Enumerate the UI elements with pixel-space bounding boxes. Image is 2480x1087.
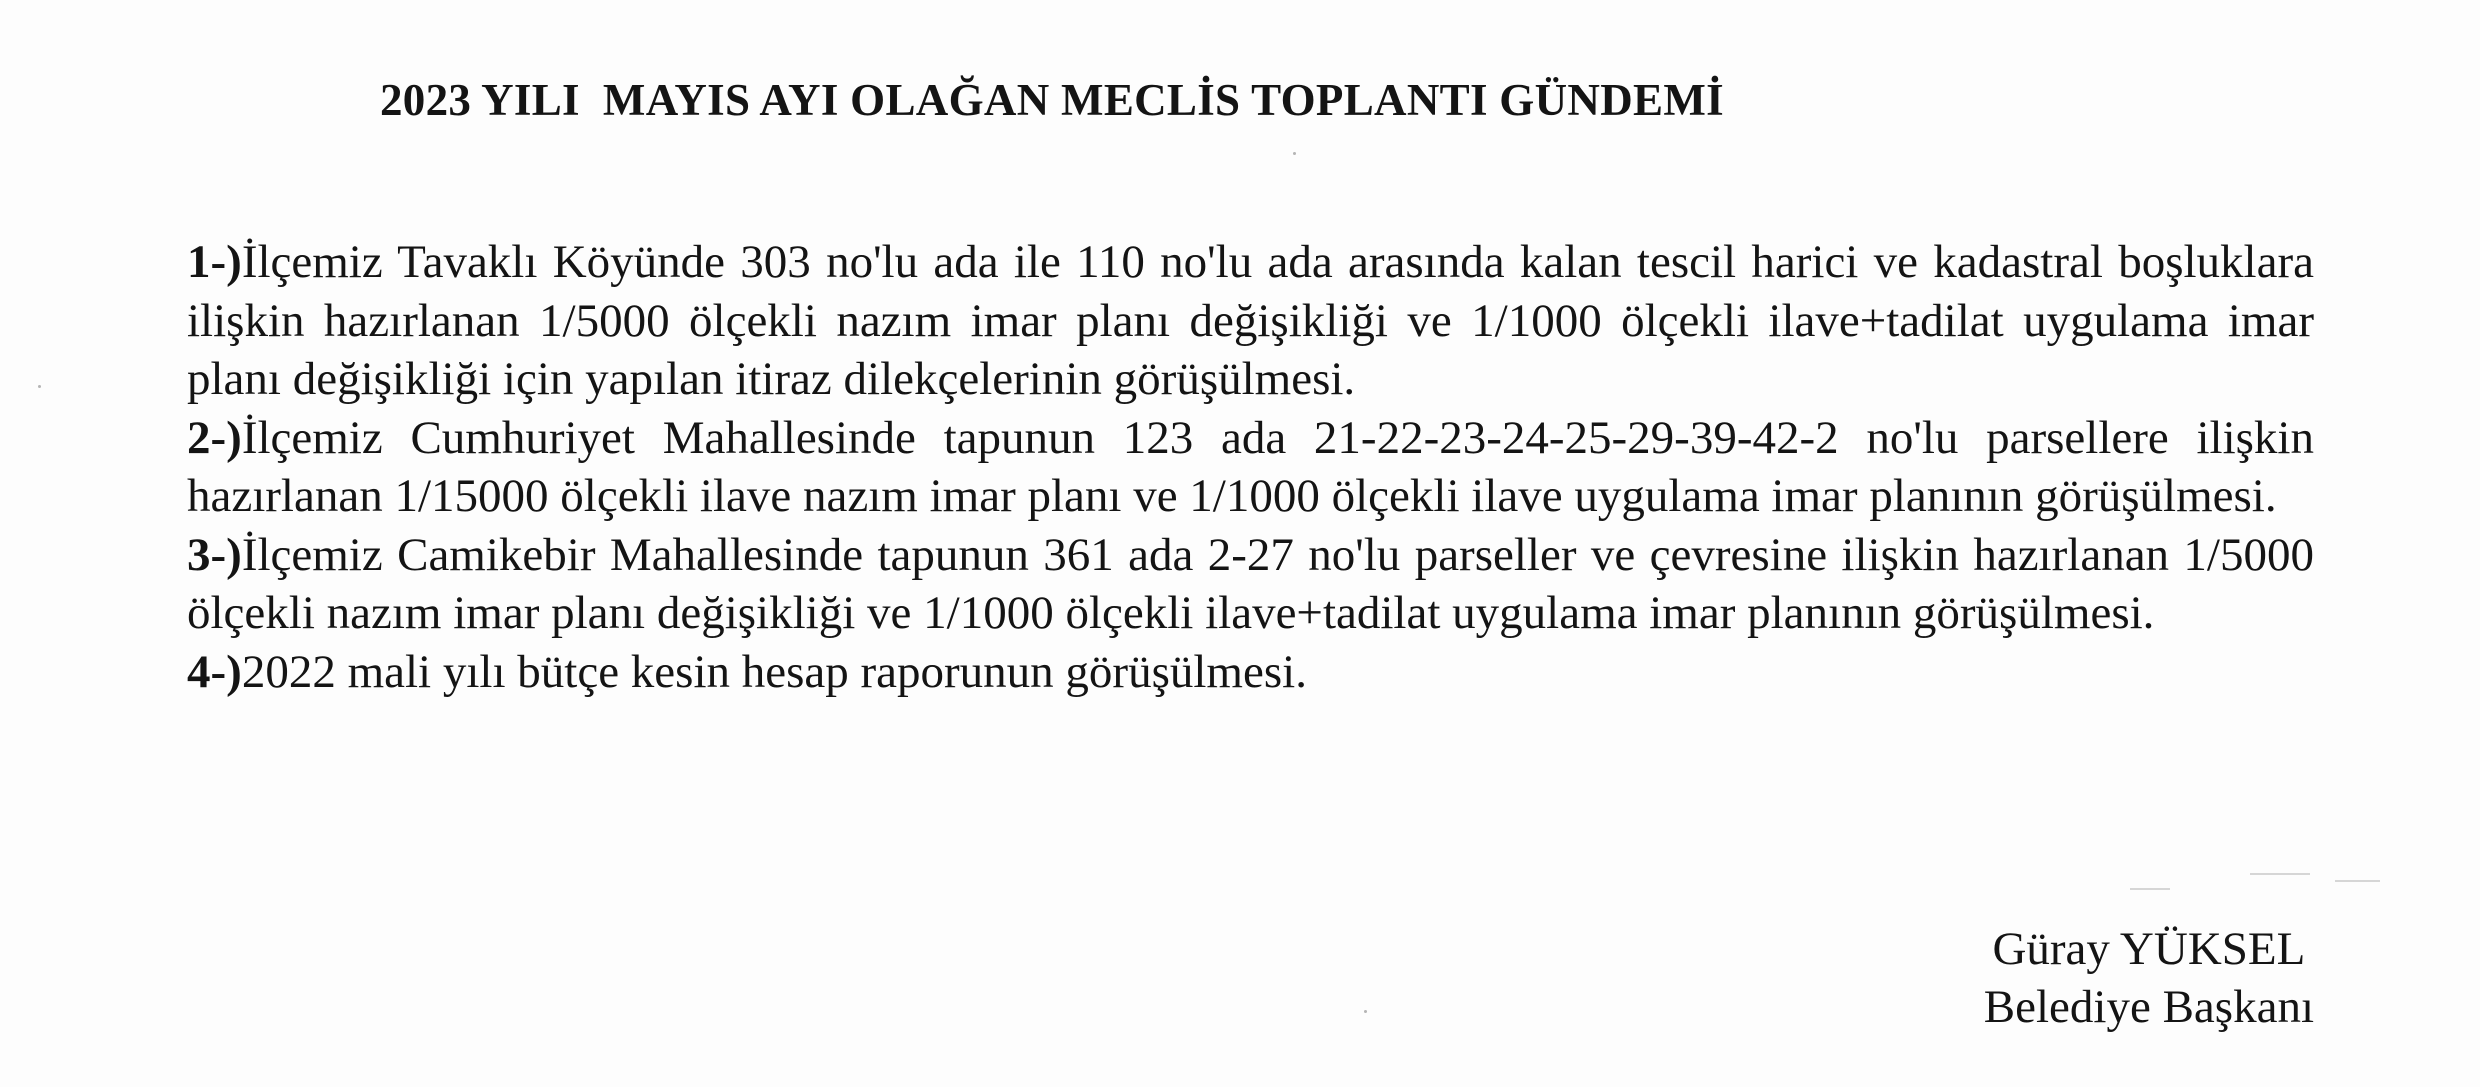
scan-mark bbox=[2335, 880, 2380, 882]
scan-speck bbox=[38, 385, 41, 388]
agenda-item-number: 1-) bbox=[187, 236, 242, 288]
agenda-list bbox=[187, 233, 2314, 701]
scan-mark bbox=[2130, 888, 2170, 890]
scan-speck bbox=[1364, 1010, 1367, 1013]
agenda-item-2 bbox=[187, 409, 2314, 526]
agenda-item-number: 2-) bbox=[187, 411, 242, 464]
scan-mark bbox=[2250, 873, 2310, 875]
agenda-item-1 bbox=[187, 233, 2314, 409]
signature-block bbox=[1984, 920, 2314, 1036]
signatory-name: Güray YÜKSEL bbox=[1992, 923, 2306, 975]
agenda-item-4 bbox=[187, 643, 2314, 702]
agenda-item-text: İlçemiz Camikebir Mahallesinde tapunun 361 ada 2-27 no'lu parseller ve çevresine ilişkin hazırlanan 1/5000 ölçekli nazım imar planı değişikliği ve 1/1000 ölçekli ilave+tadilat uygulama imar planının görüşülmesi. bbox=[187, 528, 2314, 639]
scan-speck bbox=[1293, 152, 1296, 155]
document-title: 2023 YILI MAYIS AYI OLAĞAN MECLİS TOPLANTI GÜNDEMİ bbox=[380, 75, 1724, 125]
agenda-item-number: 4-) bbox=[187, 645, 242, 698]
agenda-item-text: 2022 mali yılı bütçe kesin hesap raporunun görüşülmesi. bbox=[241, 645, 1307, 698]
agenda-item-text: İlçemiz Cumhuriyet Mahallesinde tapunun 123 ada 21-22-23-24-25-29-39-42-2 no'lu parsellere ilişkin hazırlanan 1/15000 ölçekli ilave nazım imar planı ve 1/1000 ölçekli ilave uygulama imar planının görüşülmesi. bbox=[187, 411, 2314, 522]
agenda-item-3 bbox=[187, 526, 2314, 643]
signatory-position: Belediye Başkanı bbox=[1983, 981, 2314, 1033]
agenda-item-number: 3-) bbox=[187, 528, 242, 581]
agenda-item-text: İlçemiz Tavaklı Köyünde 303 no'lu ada ile 110 no'lu ada arasında kalan tescil harici ve kadastral boşluklara ilişkin hazırlanan 1/5000 ölçekli nazım imar planı değişikliği ve 1/1000 ölçekli ilave+tadilat uygulama imar planı değişikliği için yapılan itiraz dilekçelerinin görüşülmesi. bbox=[187, 236, 2314, 405]
